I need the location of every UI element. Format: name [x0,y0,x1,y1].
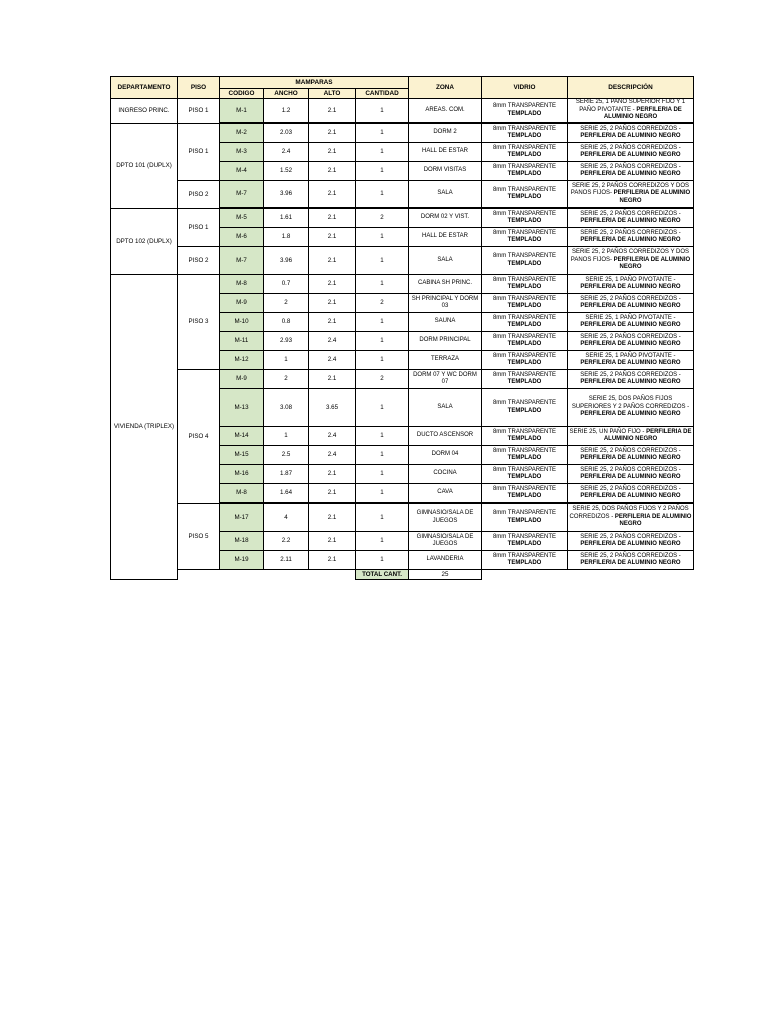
vidrio-text: 8mm TRANSPARENTE [492,552,557,559]
empty-cell [220,570,264,580]
header-alto: ALTO [309,89,356,99]
descripcion-cell [568,124,694,143]
descripcion-bold-text: PERFILERIA DE ALUMINIO NEGRO [603,428,692,442]
vidrio-bold-text: TEMPLADO [507,474,542,480]
descripcion-text: SERIE 25, 1 PAÑO PIVOTANTE - [585,352,676,359]
vidrio-text: 8mm TRANSPARENTE [492,510,557,516]
vidrio-text: 8mm TRANSPARENTE [492,371,557,378]
ancho-cell: 1.2 [264,99,309,123]
vidrio-cell [482,351,568,370]
vidrio-text: 8mm TRANSPARENTE [492,352,557,359]
descripcion-text: SERIE 25, 2 PAÑOS CORREDIZOS - [580,447,681,454]
empty-cell [568,570,694,580]
descripcion-bold-text: PERFILERIA DE ALUMINIO NEGRO [580,411,681,418]
codigo-cell: M-19 [220,551,264,570]
descripcion-text: SERIE 25, 2 PAÑOS CORREDIZOS - [580,533,681,540]
alto-cell: 2.1 [309,532,356,551]
zona-cell: SALA [409,181,482,208]
table-row [111,275,696,294]
vidrio-cell [482,228,568,247]
alto-cell: 2.1 [309,124,356,143]
descripcion-bold-text: PERFILERIA DE ALUMINIO NEGRO [580,493,681,499]
descripcion-cell [568,446,694,465]
ancho-cell: 2.93 [264,332,309,351]
alto-cell: 3.65 [309,389,356,427]
vidrio-cell [482,143,568,162]
descripcion-bold-text: PERFILERIA DE ALUMINIO NEGRO [580,133,681,139]
descripcion-cell [568,551,694,570]
ancho-cell: 1.52 [264,162,309,181]
descripcion-cell [568,209,694,228]
vidrio-bold-text: TEMPLADO [507,284,542,290]
cantidad-cell: 1 [356,332,409,351]
vidrio-bold-text: TEMPLADO [507,436,542,442]
cantidad-cell: 1 [356,313,409,332]
cantidad-cell: 1 [356,351,409,370]
vidrio-cell [482,484,568,503]
zona-cell: DORM 07 Y WC DORM 07 [409,370,482,389]
vidrio-bold-text: TEMPLADO [507,455,542,461]
vidrio-cell [482,532,568,551]
empty-cell [309,570,356,580]
vidrio-text: 8mm TRANSPARENTE [492,485,557,492]
table-row [111,181,696,208]
descripcion-bold-text: PERFILERIA DE ALUMINIO NEGRO [580,560,681,566]
ancho-cell: 0.8 [264,313,309,332]
descripcion-cell [568,484,694,503]
vidrio-cell [482,313,568,332]
table-row [111,247,696,275]
descripcion-text: SERIE 25, 1 PAÑO PIVOTANTE - [585,276,676,283]
descripcion-bold-text: PERFILERIA DE ALUMINIO NEGRO [613,190,691,204]
descripcion-text: SERIE 25, 2 PAÑOS CORREDIZOS Y DOS PANOS FIJOS- [570,182,690,197]
descripcion-text: SERIE 25, UN PAÑO FIJO - [569,428,647,435]
header-departamento: DEPARTAMENTO [111,77,178,99]
descripcion-text: SERIE 25, 2 PAÑOS CORREDIZOS - [580,333,681,340]
zona-cell: AREAS. COM. [409,99,482,123]
alto-cell: 2.1 [309,484,356,503]
descripcion-bold-text: PERFILERIA DE ALUMINIO NEGRO [580,284,681,290]
ancho-cell: 3.96 [264,181,309,208]
descripcion-cell [568,465,694,484]
vidrio-bold-text: TEMPLADO [507,379,542,385]
piso-cell: PISO 1 [178,99,220,124]
vidrio-cell [482,332,568,351]
vidrio-cell [482,247,568,275]
table-row [111,124,696,143]
vidrio-cell [482,209,568,228]
descripcion-cell [568,162,694,181]
codigo-cell: M-9 [220,294,264,313]
vidrio-bold-text: TEMPLADO [507,237,542,243]
vidrio-cell [482,446,568,465]
zona-cell: CAVA [409,484,482,503]
alto-cell: 2.1 [309,313,356,332]
zona-cell: GIMNASIO/SALA DE JUEGOS [409,532,482,551]
codigo-cell: M-9 [220,370,264,389]
zona-cell: COCINA [409,465,482,484]
vidrio-bold-text: TEMPLADO [507,322,542,328]
codigo-cell: M-3 [220,143,264,162]
header-mamparas: MAMPARAS [220,77,409,89]
vidrio-text: 8mm TRANSPARENTE [492,400,557,406]
header-vidrio: VIDRIO [482,77,568,99]
codigo-cell: M-8 [220,484,264,503]
ancho-cell: 1 [264,427,309,446]
vidrio-text: 8mm TRANSPARENTE [492,125,557,132]
zona-cell: TERRAZA [409,351,482,370]
vidrio-text: 8mm TRANSPARENTE [492,210,557,217]
codigo-cell: M-16 [220,465,264,484]
descripcion-bold-text: PERFILERIA DE ALUMINIO NEGRO [580,455,681,461]
zona-cell: HALL DE ESTAR [409,143,482,162]
vidrio-cell [482,99,568,123]
cantidad-cell: 1 [356,143,409,162]
descripcion-text: SERIE 25, 2 PAÑOS CORREDIZOS - [580,229,681,236]
header-piso: PISO [178,77,220,99]
alto-cell: 2.1 [309,465,356,484]
descripcion-text: SERIE 25, 2 PAÑOS CORREDIZOS - [580,210,681,217]
ancho-cell: 1.87 [264,465,309,484]
ancho-cell: 2.2 [264,532,309,551]
ancho-cell: 1.61 [264,209,309,228]
vidrio-bold-text: TEMPLADO [507,341,542,347]
alto-cell: 2.1 [309,247,356,275]
codigo-cell: M-13 [220,389,264,427]
zona-cell: GIMNASIO/SALA DE JUEGOS [409,504,482,532]
vidrio-cell [482,275,568,294]
alto-cell: 2.1 [309,162,356,181]
vidrio-cell [482,124,568,143]
descripcion-cell [568,275,694,294]
cantidad-cell: 1 [356,124,409,143]
vidrio-bold-text: TEMPLADO [507,171,542,177]
cantidad-cell: 2 [356,294,409,313]
header-ancho: ANCHO [264,89,309,99]
vidrio-text: 8mm TRANSPARENTE [492,428,557,435]
descripcion-cell [568,143,694,162]
descripcion-cell [568,532,694,551]
piso-cell: PISO 1 [178,209,220,247]
descripcion-text: SERIE 25, 1 PAÑO PIVOTANTE - [585,314,676,321]
empty-cell [482,570,568,580]
descripcion-cell [568,389,694,427]
ancho-cell: 2.11 [264,551,309,570]
vidrio-cell [482,465,568,484]
empty-cell [178,570,220,580]
table-row [111,209,696,228]
vidrio-cell [482,162,568,181]
codigo-cell: M-18 [220,532,264,551]
codigo-cell: M-12 [220,351,264,370]
vidrio-text: 8mm TRANSPARENTE [492,276,557,283]
alto-cell: 2.1 [309,143,356,162]
descripcion-cell [568,181,694,208]
alto-cell: 2.1 [309,228,356,247]
codigo-cell: M-8 [220,275,264,294]
header-codigo: CODIGO [220,89,264,99]
vidrio-text: 8mm TRANSPARENTE [492,533,557,540]
total-row [111,570,696,580]
piso-cell: PISO 2 [178,181,220,209]
piso-cell: PISO 1 [178,124,220,181]
cantidad-cell: 1 [356,275,409,294]
zona-cell: CABINA SH PRINC. [409,275,482,294]
descripcion-bold-text: PERFILERIA DE ALUMINIO NEGRO [580,341,681,347]
departamento-cell: DPTO 102 (DUPLX) [111,209,178,275]
vidrio-cell [482,551,568,570]
table-row [111,370,696,389]
piso-cell: PISO 3 [178,275,220,370]
table-body [111,99,696,580]
vidrio-bold-text: TEMPLADO [507,133,542,139]
descripcion-cell [568,99,694,123]
vidrio-cell [482,370,568,389]
zona-cell: DORM 2 [409,124,482,143]
cantidad-cell: 1 [356,532,409,551]
ancho-cell: 0.7 [264,275,309,294]
vidrio-cell [482,294,568,313]
header-descripcion: DESCRIPCIÓN [568,77,694,99]
descripcion-bold-text: PERFILERIA DE ALUMINIO NEGRO [580,322,681,328]
vidrio-text: 8mm TRANSPARENTE [492,314,557,321]
descripcion-text: SERIE 25, 2 PAÑOS CORREDIZOS - [580,163,681,170]
descripcion-text: SERIE 25, 2 PAÑOS CORREDIZOS - [580,466,681,473]
alto-cell: 2.1 [309,181,356,208]
descripcion-text: SERIE 25, 2 PAÑOS CORREDIZOS - [580,144,681,151]
descripcion-bold-text: PERFILERIA DE ALUMINIO NEGRO [580,303,681,309]
descripcion-bold-text: PERFILERIA DE ALUMINIO NEGRO [580,474,681,480]
descripcion-text: SERIE 25, 1 PAÑO SUPERIOR FIJO Y 1 PAÑO PIVOTANTE - [575,99,686,113]
alto-cell: 2.1 [309,504,356,532]
descripcion-cell [568,294,694,313]
descripcion-text: SERIE 25, 2 PAÑOS CORREDIZOS - [580,485,681,492]
vidrio-text: 8mm TRANSPARENTE [492,295,557,302]
alto-cell: 2.4 [309,351,356,370]
ancho-cell: 2.5 [264,446,309,465]
zona-cell: SH PRINCIPAL Y DORM 03 [409,294,482,313]
vidrio-bold-text: TEMPLADO [507,152,542,158]
ancho-cell: 1.8 [264,228,309,247]
vidrio-bold-text: TEMPLADO [507,110,542,117]
descripcion-bold-text: PERFILERIA DE ALUMINIO NEGRO [580,379,681,385]
ancho-cell: 2 [264,370,309,389]
vidrio-text: 8mm TRANSPARENTE [492,144,557,151]
descripcion-text: SERIE 25, 2 PAÑOS CORREDIZOS - [580,125,681,132]
ancho-cell: 2.4 [264,143,309,162]
codigo-cell: M-7 [220,247,264,275]
zona-cell: LAVANDERIA [409,551,482,570]
header-cantidad: CANTIDAD [356,89,409,99]
cantidad-cell: 1 [356,228,409,247]
cantidad-cell: 1 [356,162,409,181]
vidrio-text: 8mm TRANSPARENTE [492,333,557,340]
descripcion-cell [568,370,694,389]
descripcion-cell [568,313,694,332]
ancho-cell: 3.08 [264,389,309,427]
vidrio-text: 8mm TRANSPARENTE [492,447,557,454]
alto-cell: 2.1 [309,209,356,228]
vidrio-text: 8mm TRANSPARENTE [492,163,557,170]
total-label: TOTAL CANT. [356,570,409,580]
table-row [111,504,696,532]
codigo-cell: M-5 [220,209,264,228]
cantidad-cell: 1 [356,465,409,484]
alto-cell: 2.1 [309,294,356,313]
vidrio-bold-text: TEMPLADO [507,303,542,309]
zona-cell: DORM VISITAS [409,162,482,181]
descripcion-text: SERIE 25, 2 PAÑOS CORREDIZOS - [580,552,681,559]
codigo-cell: M-15 [220,446,264,465]
ancho-cell: 1 [264,351,309,370]
descripcion-bold-text: PERFILERIA DE ALUMINIO NEGRO [580,237,681,243]
codigo-cell: M-1 [220,99,264,123]
descripcion-text: SERIE 25, DOS PAÑOS FIJOS SUPERIORES Y 2 PAÑOS CORREDIZOS - [571,396,690,410]
alto-cell: 2.4 [309,332,356,351]
vidrio-bold-text: TEMPLADO [507,218,542,224]
zona-cell: SALA [409,389,482,427]
descripcion-bold-text: PERFILERIA DE ALUMINIO NEGRO [614,513,692,528]
descripcion-cell [568,332,694,351]
departamento-cell: VIVIENDA (TRIPLEX) [111,275,178,580]
descripcion-bold-text: PERFILERIA DE ALUMINIO NEGRO [580,152,681,158]
ancho-cell: 2 [264,294,309,313]
vidrio-text: 8mm TRANSPARENTE [492,229,557,236]
codigo-cell: M-17 [220,504,264,532]
alto-cell: 2.1 [309,275,356,294]
vidrio-text: 8mm TRANSPARENTE [492,186,557,193]
cantidad-cell: 1 [356,504,409,532]
vidrio-bold-text: TEMPLADO [507,560,542,566]
cantidad-cell: 1 [356,446,409,465]
piso-cell: PISO 2 [178,247,220,275]
zona-cell: DORM PRINCIPAL [409,332,482,351]
descripcion-cell [568,228,694,247]
vidrio-bold-text: TEMPLADO [507,194,542,200]
cantidad-cell: 1 [356,99,409,123]
vidrio-bold-text: TEMPLADO [507,493,542,499]
departamento-cell: DPTO 101 (DUPLX) [111,124,178,209]
vidrio-text: 8mm TRANSPARENTE [492,253,557,259]
header-zona: ZONA [409,77,482,99]
vidrio-text: 8mm TRANSPARENTE [492,103,557,109]
table-row [111,99,696,123]
empty-cell [264,570,309,580]
descripcion-cell [568,351,694,370]
vidrio-cell [482,504,568,532]
zona-cell: DORM 04 [409,446,482,465]
descripcion-bold-text: PERFILERIA DE ALUMINIO NEGRO [580,541,681,547]
alto-cell: 2.1 [309,370,356,389]
descripcion-bold-text: PERFILERIA DE ALUMINIO NEGRO [580,218,681,224]
vidrio-bold-text: TEMPLADO [507,517,542,524]
zona-cell: DORM 02 Y VIST. [409,209,482,228]
descripcion-bold-text: PERFILERIA DE ALUMINIO NEGRO [613,256,691,271]
vidrio-cell [482,181,568,208]
ancho-cell: 1.64 [264,484,309,503]
ancho-cell: 2.03 [264,124,309,143]
zona-cell: HALL DE ESTAR [409,228,482,247]
vidrio-cell [482,389,568,427]
cantidad-cell: 1 [356,181,409,208]
alto-cell: 2.1 [309,551,356,570]
cantidad-cell: 1 [356,389,409,427]
cantidad-cell: 1 [356,484,409,503]
vidrio-bold-text: TEMPLADO [507,260,542,267]
zona-cell: SALA [409,247,482,275]
cantidad-cell: 1 [356,551,409,570]
vidrio-bold-text: TEMPLADO [507,407,542,414]
cantidad-cell: 1 [356,427,409,446]
descripcion-text: SERIE 25, 2 PAÑOS CORREDIZOS - [580,371,681,378]
empty-cell [694,570,696,580]
descripcion-cell [568,427,694,446]
cantidad-cell: 1 [356,247,409,275]
ancho-cell: 3.96 [264,247,309,275]
descripcion-cell [568,247,694,275]
vidrio-bold-text: TEMPLADO [507,360,542,366]
alto-cell: 2.1 [309,99,356,123]
cantidad-cell: 2 [356,370,409,389]
codigo-cell: M-4 [220,162,264,181]
descripcion-bold-text: PERFILERIA DE ALUMINIO NEGRO [603,106,682,121]
codigo-cell: M-14 [220,427,264,446]
vidrio-bold-text: TEMPLADO [507,541,542,547]
zona-cell: SAUNA [409,313,482,332]
vidrio-cell [482,427,568,446]
piso-cell: PISO 5 [178,504,220,570]
total-value: 25 [409,570,482,580]
vidrio-text: 8mm TRANSPARENTE [492,466,557,473]
departamento-cell: INGRESO PRINC. [111,99,178,124]
mamparas-table [110,76,696,580]
codigo-cell: M-11 [220,332,264,351]
codigo-cell: M-10 [220,313,264,332]
descripcion-text: SERIE 25, DOS PAÑOS FIJOS Y 2 PAÑOS CORREDIZOS - [569,506,689,520]
alto-cell: 2.4 [309,446,356,465]
descripcion-bold-text: PERFILERIA DE ALUMINIO NEGRO [580,360,681,366]
descripcion-text: SERIE 25, 2 PAÑOS CORREDIZOS Y DOS PANOS FIJOS- [570,249,690,263]
codigo-cell: M-6 [220,228,264,247]
descripcion-text: SERIE 25, 2 PAÑOS CORREDIZOS - [580,295,681,302]
codigo-cell: M-2 [220,124,264,143]
cantidad-cell: 2 [356,209,409,228]
zona-cell: DUCTO ASCENSOR [409,427,482,446]
ancho-cell: 4 [264,504,309,532]
piso-cell: PISO 4 [178,370,220,504]
alto-cell: 2.4 [309,427,356,446]
descripcion-bold-text: PERFILERIA DE ALUMINIO NEGRO [580,171,681,177]
descripcion-cell [568,504,694,532]
codigo-cell: M-7 [220,181,264,208]
